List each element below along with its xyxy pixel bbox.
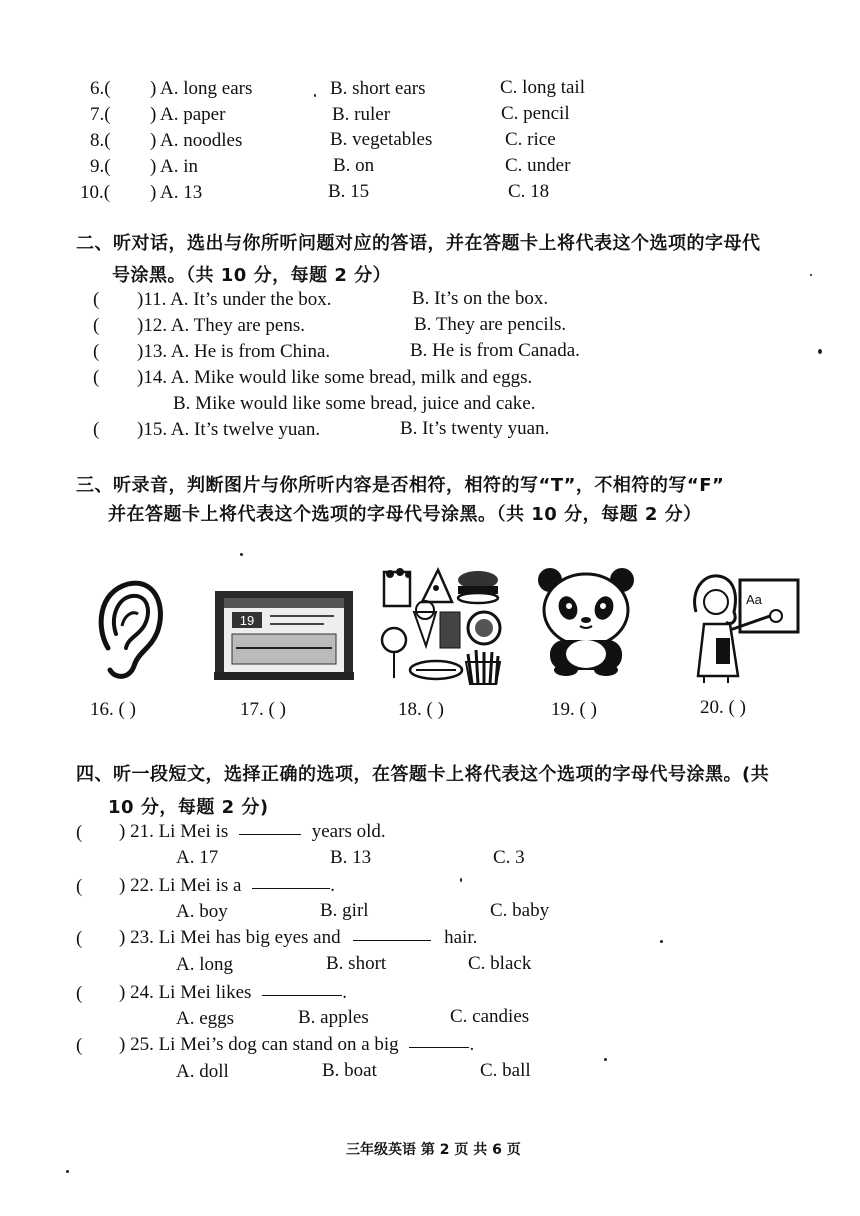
section-3-heading-cont: 并在答题卡上将代表这个选项的字母代号涂黑。（共 10 分，每题 2 分） [108, 504, 702, 525]
q9-option-c: C. under [505, 155, 571, 176]
q21-stem [119, 821, 386, 843]
panda-icon [536, 566, 636, 676]
q10-number: 10.( [80, 182, 111, 203]
q16-label: 16. ( ) [90, 699, 136, 720]
q24-blank [262, 994, 342, 996]
q24-stem-post: . [342, 982, 347, 1003]
teacher-icon [690, 572, 802, 684]
page-footer: 三年级英语 第 2 页 共 6 页 [346, 1142, 521, 1158]
q8-option-c: C. rice [505, 129, 556, 150]
scan-speck [240, 553, 243, 556]
q14-option-b: B. Mike would like some bread, juice and cake. [173, 393, 536, 414]
q24-option-c: C. candies [450, 1006, 530, 1027]
q23-stem [119, 927, 477, 949]
q23-paren: ( [76, 928, 83, 949]
q11-option-b: B. It’s on the box. [412, 288, 549, 309]
q13-paren: ( [93, 341, 100, 362]
q12-paren: ( [93, 315, 100, 336]
q21-option-c: C. 3 [493, 847, 525, 868]
q15-paren: ( [93, 419, 100, 440]
section-2-heading: 二、听对话，选出与你所听问题对应的答语，并在答题卡上将代表这个选项的字母代 [76, 233, 761, 254]
q25-stem-pre: ) 25. Li Mei’s dog can stand on a big [119, 1034, 399, 1055]
q22-paren: ( [76, 876, 83, 897]
scan-speck [314, 94, 316, 97]
q8-option-a: ) A. noodles [150, 130, 243, 151]
scan-speck [604, 1058, 607, 1061]
q6-number: 6.( [90, 78, 111, 99]
scan-speck [660, 940, 663, 943]
q7-option-b: B. ruler [332, 104, 391, 125]
q21-stem-pre: ) 21. Li Mei is [119, 821, 229, 842]
q11-paren: ( [93, 289, 100, 310]
q10-option-b: B. 15 [328, 181, 370, 202]
q24-paren: ( [76, 983, 83, 1004]
q14-option-a: )14. A. Mike would like some bread, milk and eggs. [137, 367, 533, 388]
q21-option-a: A. 17 [176, 847, 219, 868]
q21-paren: ( [76, 822, 83, 843]
q13-option-b: B. He is from Canada. [410, 340, 580, 361]
q23-option-c: C. black [468, 953, 532, 974]
q25-option-c: C. ball [480, 1060, 531, 1081]
q9-option-a: ) A. in [150, 156, 199, 177]
q15-option-b: B. It’s twenty yuan. [400, 418, 550, 439]
ear-icon [94, 578, 168, 682]
q25-stem-post: . [469, 1034, 475, 1055]
q22-stem-post: . [330, 875, 335, 896]
q25-option-a: A. doll [176, 1061, 229, 1082]
q24-option-b: B. apples [298, 1007, 369, 1028]
q10-option-a: ) A. 13 [150, 182, 203, 203]
q21-stem-post: years old. [311, 821, 386, 842]
q23-option-b: B. short [326, 953, 387, 974]
q7-number: 7.( [90, 104, 111, 125]
scan-speck [66, 1170, 69, 1173]
q21-blank [239, 833, 301, 835]
q23-stem-pre: ) 23. Li Mei has big eyes and [119, 927, 341, 948]
q24-option-a: A. eggs [176, 1008, 235, 1029]
q17-label: 17. ( ) [240, 699, 286, 720]
q18-label: 18. ( ) [398, 699, 444, 720]
q20-label: 20. ( ) [700, 697, 746, 718]
section-3-heading: 三、听录音，判断图片与你所听内容是否相符，相符的写“T”，不相符的写“F” [76, 475, 725, 496]
q7-option-c: C. pencil [501, 103, 570, 124]
q8-number: 8.( [90, 130, 111, 151]
q7-option-a: ) A. paper [150, 104, 226, 125]
section-2-heading-cont: 号涂黑。（共 10 分，每题 2 分） [112, 265, 392, 286]
q25-blank [409, 1046, 469, 1048]
q22-blank [252, 887, 330, 889]
q8-option-b: B. vegetables [330, 129, 433, 150]
q25-stem [119, 1034, 474, 1056]
q9-option-b: B. on [333, 155, 375, 176]
q23-stem-post: hair. [444, 927, 478, 948]
q21-option-b: B. 13 [330, 847, 372, 868]
q25-paren: ( [76, 1035, 83, 1056]
scan-speck [460, 878, 462, 882]
scan-speck [818, 349, 822, 354]
q9-number: 9.( [90, 156, 111, 177]
q19-label: 19. ( ) [551, 699, 597, 720]
section-4-heading-cont: 10 分，每题 2 分) [108, 797, 269, 818]
q12-option-b: B. They are pencils. [414, 314, 567, 335]
q22-option-a: A. boy [176, 901, 228, 922]
q6-option-c: C. long tail [500, 77, 585, 98]
q22-stem-pre: ) 22. Li Mei is a [119, 875, 242, 896]
q11-option-a: )11. A. It’s under the box. [137, 289, 332, 310]
q10-option-c: C. 18 [508, 181, 550, 202]
calendar-icon [214, 590, 354, 680]
q22-option-b: B. girl [320, 900, 369, 921]
q14-paren: ( [93, 367, 100, 388]
q6-option-a: ) A. long ears [150, 78, 253, 99]
q24-stem-pre: ) 24. Li Mei likes [119, 982, 252, 1003]
section-4-heading: 四、听一段短文，选择正确的选项，在答题卡上将代表这个选项的字母代号涂黑。(共 [76, 764, 770, 785]
q15-option-a: )15. A. It’s twelve yuan. [137, 419, 321, 440]
q23-blank [353, 939, 431, 941]
q12-option-a: )12. A. They are pens. [137, 315, 305, 336]
board-letters: Aa [746, 592, 762, 607]
calendar-date: 19 [239, 613, 255, 628]
scan-speck [810, 274, 812, 276]
q24-stem [119, 982, 347, 1004]
q23-option-a: A. long [176, 954, 233, 975]
food-icon [380, 566, 506, 686]
q13-option-a: )13. A. He is from China. [137, 341, 331, 362]
q6-option-b: B. short ears [330, 78, 426, 99]
q22-stem [119, 875, 335, 897]
q22-option-c: C. baby [490, 900, 550, 921]
q25-option-b: B. boat [322, 1060, 377, 1081]
